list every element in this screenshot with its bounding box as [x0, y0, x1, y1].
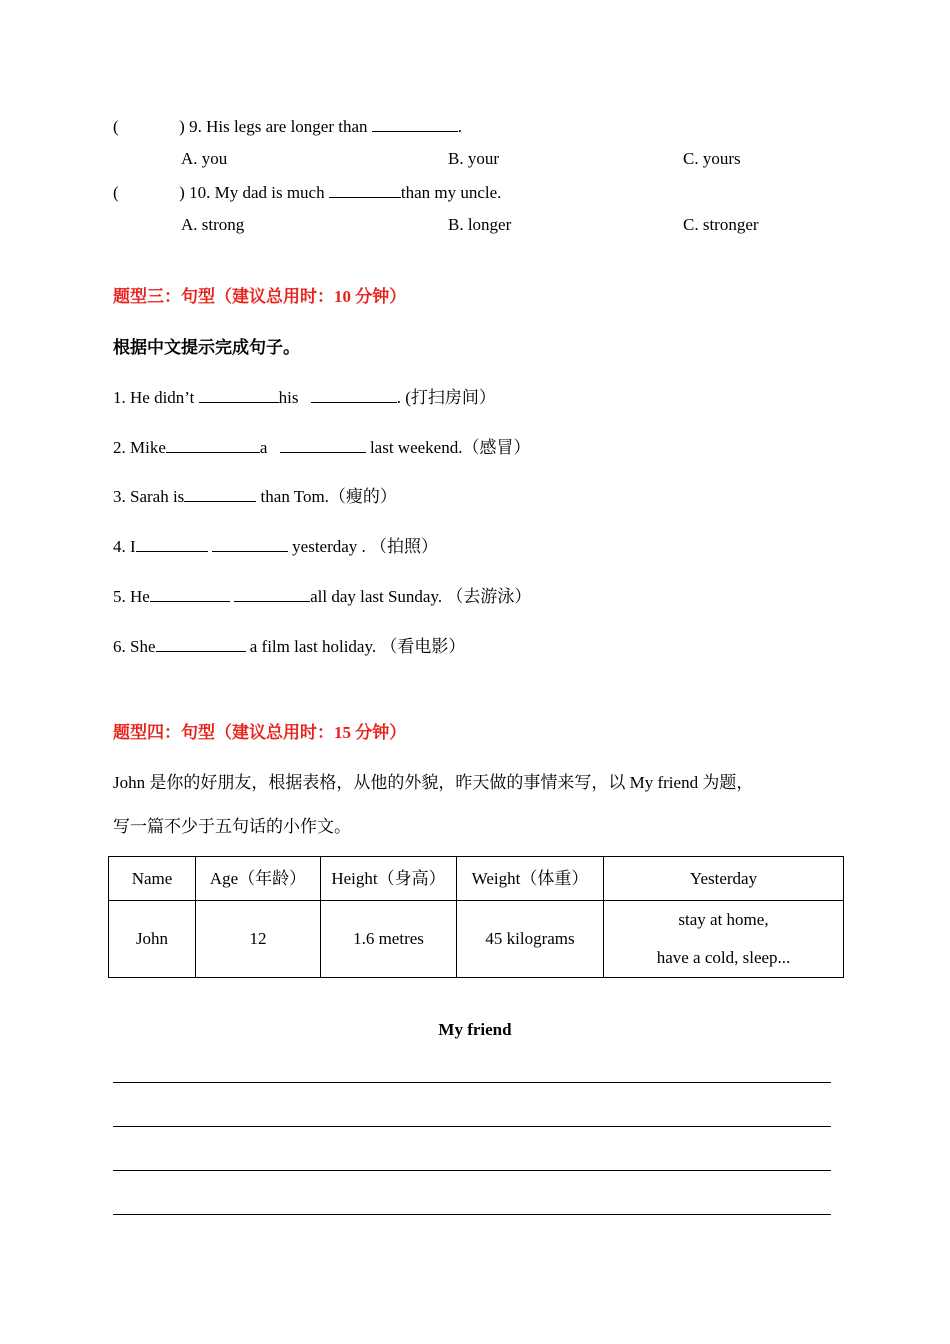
sentence-4	[113, 535, 438, 558]
table-cell-name: John	[109, 901, 196, 978]
yesterday-line-2: have a cold, sleep...	[656, 948, 791, 967]
sentence-text: 5. He	[113, 587, 150, 606]
option-c: C. yours	[683, 149, 741, 168]
table-row	[109, 901, 844, 978]
writing-line[interactable]	[113, 1170, 831, 1171]
table-cell-height: 1.6 metres	[321, 901, 457, 978]
sentence-text: 3. Sarah is	[113, 487, 185, 506]
answer-paren-open: (	[113, 117, 119, 136]
answer-blank[interactable]	[150, 585, 230, 602]
sentence-6	[113, 635, 465, 658]
writing-line[interactable]	[113, 1214, 831, 1215]
section-3-instruction: 根据中文提示完成句子。	[113, 338, 300, 357]
answer-paren-open: (	[113, 183, 119, 202]
table-header: Height（身高）	[321, 857, 457, 901]
sentence-text: 4. I	[113, 537, 136, 556]
sentence-text: . (打扫房间）	[396, 388, 496, 407]
sentence-1	[113, 386, 496, 409]
table-cell-yesterday	[604, 901, 844, 978]
table-header: Weight（体重）	[457, 857, 604, 901]
sentence-text: last weekend.（感冒）	[365, 438, 531, 457]
section-3-heading: 题型三：句型（建议总用时：10 分钟）	[113, 287, 407, 306]
sentence-text: than Tom.（瘦的）	[256, 487, 397, 506]
answer-blank[interactable]	[280, 436, 366, 453]
option-b: B. longer	[448, 215, 512, 234]
option-a: A. you	[181, 149, 228, 168]
answer-space[interactable]	[123, 116, 175, 132]
table-cell-age: 12	[196, 901, 321, 978]
answer-blank[interactable]	[199, 386, 279, 403]
table-header: Yesterday	[604, 857, 844, 901]
question-9	[113, 115, 462, 138]
yesterday-line-1: stay at home,	[678, 910, 769, 929]
option-b: B. your	[448, 149, 499, 168]
question-stem: ) 10. My dad is much	[179, 183, 329, 202]
question-stem-end: .	[457, 117, 463, 136]
section-4-heading: 题型四：句型（建议总用时：15 分钟）	[113, 723, 407, 742]
answer-blank[interactable]	[166, 436, 260, 453]
essay-title: My friend	[438, 1020, 512, 1039]
option-a: A. strong	[181, 215, 245, 234]
writing-line[interactable]	[113, 1082, 831, 1083]
answer-blank[interactable]	[136, 535, 208, 552]
answer-blank[interactable]	[234, 585, 310, 602]
question-stem: ) 9. His legs are longer than	[179, 117, 372, 136]
table-header: Name	[109, 857, 196, 901]
answer-blank[interactable]	[372, 115, 458, 132]
answer-blank[interactable]	[329, 181, 401, 198]
table-cell-weight: 45 kilograms	[457, 901, 604, 978]
answer-blank[interactable]	[311, 386, 397, 403]
sentence-3	[113, 485, 397, 508]
sentence-text: yesterday . （拍照）	[287, 537, 439, 556]
sentence-text: a film last holiday. （看电影）	[245, 637, 466, 656]
table-header-row	[109, 857, 844, 901]
writing-line[interactable]	[113, 1126, 831, 1127]
sentence-text: a	[259, 438, 272, 457]
sentence-text: 2. Mike	[113, 438, 166, 457]
sentence-text: his	[278, 388, 303, 407]
sentence-text: 1. He didn’t	[113, 388, 199, 407]
question-10	[113, 181, 501, 204]
answer-blank[interactable]	[212, 535, 288, 552]
sentence-5	[113, 585, 531, 608]
question-stem-end: than my uncle.	[400, 183, 502, 202]
section-4-instruction-line-1: John 是你的好朋友，根据表格，从他的外貌，昨天做的事情来写，以 My friend 为题，	[113, 773, 754, 792]
info-table	[108, 856, 844, 978]
sentence-text: 6. She	[113, 637, 156, 656]
table-header: Age（年龄）	[196, 857, 321, 901]
answer-blank[interactable]	[184, 485, 256, 502]
option-c: C. stronger	[683, 215, 759, 234]
answer-space[interactable]	[123, 182, 175, 198]
section-4-instruction-line-2: 写一篇不少于五句话的小作文。	[113, 817, 351, 836]
answer-blank[interactable]	[156, 635, 246, 652]
sentence-text: all day last Sunday. （去游泳）	[310, 587, 532, 606]
sentence-2	[113, 436, 530, 459]
